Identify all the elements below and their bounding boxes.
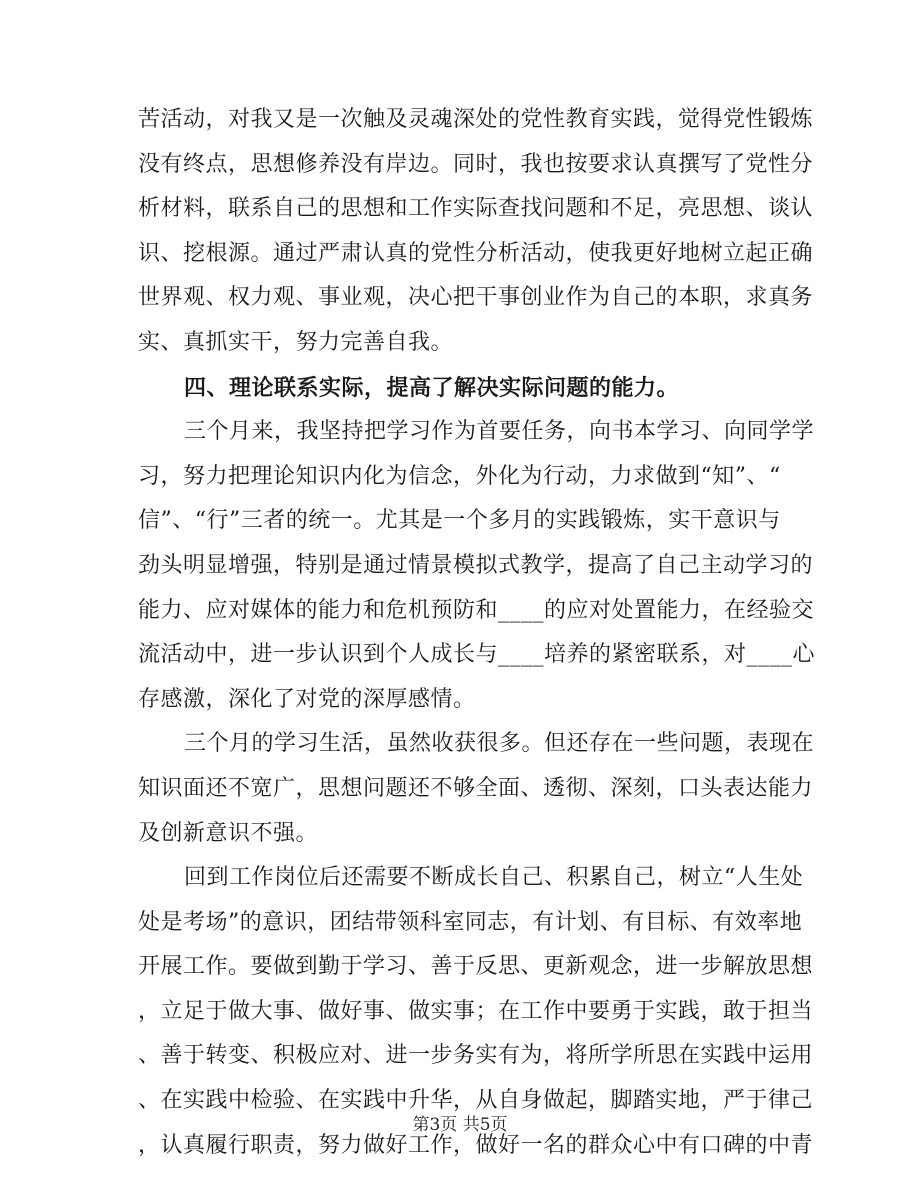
text-line: 析材料，联系自己的思想和工作实际查找问题和不足，亮思想、谈认 — [138, 196, 814, 222]
text-line: 处是考场”的意识，团结带领科室同志，有计划、有目标、有效率地 — [138, 909, 803, 935]
text-line: 实、真抓实干，努力完善自我。 — [138, 329, 454, 355]
text-line: 开展工作。要做到勤于学习、善于反思、更新观念，进一步解放思想 — [138, 954, 814, 980]
text-line: 劲头明显增强，特别是通过情景模拟式教学，提高了自己主动学习的 — [138, 552, 814, 578]
text-line: 三个月来，我坚持把学习作为首要任务，向书本学习、向同学学 — [184, 419, 815, 445]
text-line: 习，努力把理论知识内化为信念，外化为行动，力求做到“知”、“ — [138, 463, 781, 489]
page-footer: 第3页 共5页 — [412, 1115, 508, 1135]
text-line: 苦活动，对我又是一次触及灵魂深处的党性教育实践，觉得党性锻炼 — [138, 107, 814, 132]
text-line: 、善于转变、积极应对、进一步务实有为，将所学所思在实践中运用 — [138, 1043, 814, 1069]
text-line: 流活动中，进一步认识到个人成长与____培养的紧密联系，对____心 — [138, 642, 816, 668]
text-line: 回到工作岗位后还需要不断成长自己、积累自己，树立“人生处 — [184, 865, 804, 891]
text-line: 存感激，深化了对党的深厚感情。 — [138, 686, 476, 712]
text-line: 、在实践中检验、在实践中升华，从自身做起，脚踏实地，严于律己 — [138, 1088, 814, 1114]
text-line: 信”、“行”三者的统一。尤其是一个多月的实践锻炼，实干意识与 — [138, 508, 781, 534]
text-line: 能力、应对媒体的能力和危机预防和____的应对处置能力，在经验交 — [138, 597, 815, 623]
text-line: ，认真履行职责，努力做好工作，做好一名的群众心中有口碑的中青 — [138, 1132, 814, 1158]
section-heading: 四、理论联系实际，提高了解决实际问题的能力。 — [184, 374, 680, 401]
text-line: 识、挖根源。通过严肃认真的党性分析活动，使我更好地树立起正确 — [138, 240, 814, 266]
document-body — [138, 98, 816, 1168]
text-line: 知识面还不宽广，思想问题还不够全面、透彻、深刻，口头表达能力 — [138, 775, 814, 801]
text-line: ，立足于做大事、做好事、做实事；在工作中要勇于实践，敢于担当 — [138, 998, 814, 1024]
text-line: 及创新意识不强。 — [138, 820, 319, 846]
text-line: 三个月的学习生活，虽然收获很多。但还存在一些问题，表现在 — [184, 731, 815, 757]
text-line: 世界观、权力观、事业观，决心把干事创业作为自己的本职，求真务 — [138, 285, 814, 311]
text-line: 没有终点，思想修养没有岸边。同时，我也按要求认真撰写了党性分 — [138, 151, 814, 177]
